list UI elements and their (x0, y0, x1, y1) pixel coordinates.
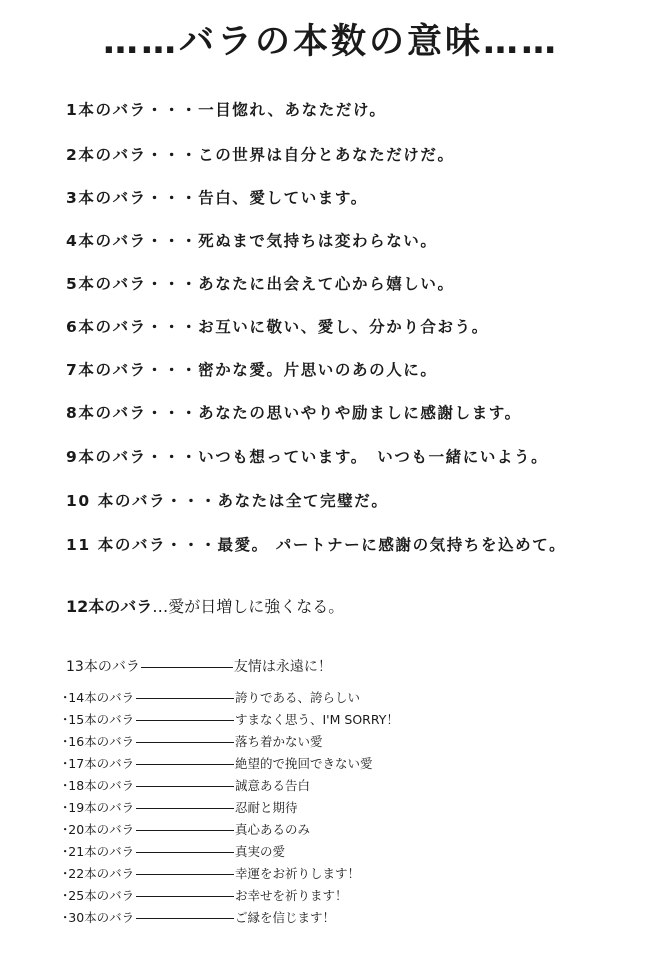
item-meaning: お幸せを祈ります！ (235, 888, 348, 903)
item-separator: ・・・ (146, 101, 199, 119)
item-meaning: 幸運をお祈りします！ (235, 866, 361, 881)
list-item (62, 798, 298, 816)
item-meaning: ご縁を信じます！ (235, 910, 336, 925)
list-item (66, 401, 522, 423)
list-item (62, 864, 360, 882)
list-item (62, 754, 373, 772)
item-label: ･21本のバラ (62, 844, 135, 859)
item-meaning: すまなく思う、I'M SORRY！ (235, 712, 399, 727)
item-separator: ・・・ (146, 404, 199, 422)
item-meaning: 誇りである、誇らしい (235, 690, 361, 705)
item-label: 4本のバラ (66, 232, 147, 250)
item-meaning: 忍耐と期待 (235, 800, 298, 815)
list-item (62, 710, 399, 728)
item-meaning: 死ぬまで気持ちは変わらない。 (198, 232, 438, 250)
list-item (62, 908, 335, 926)
list-item (66, 229, 438, 251)
item-label: 7本のバラ (66, 361, 147, 379)
list-item (66, 358, 438, 380)
item-meaning: あなたに出会えて心から嬉しい。 (198, 275, 455, 293)
item-separator: ・・・ (146, 146, 199, 164)
item-label: ･30本のバラ (62, 910, 135, 925)
dash-divider (136, 720, 234, 721)
dash-divider (136, 874, 234, 875)
list-item (66, 533, 566, 555)
item-meaning: いつも想っています。 いつも一緒にいよう。 (198, 448, 549, 466)
item-label: 6本のバラ (66, 318, 147, 336)
list-item (62, 820, 310, 838)
list-item (66, 445, 548, 467)
list-item (62, 776, 310, 794)
item-label: 9本のバラ (66, 448, 147, 466)
list-item (66, 186, 368, 208)
list-item (66, 98, 387, 120)
dash-divider (136, 698, 234, 699)
list-item (62, 732, 323, 750)
page-title: ……バラの本数の意味…… (102, 22, 559, 62)
item-label: 13本のバラ (66, 659, 140, 675)
list-item (66, 489, 389, 511)
item-separator: … (152, 597, 169, 616)
list-item (66, 315, 489, 337)
list-item (62, 688, 360, 706)
item-meaning: 告白、愛しています。 (198, 189, 368, 207)
item-meaning: この世界は自分とあなただけだ。 (198, 146, 455, 164)
dash-divider (136, 830, 234, 831)
dash-divider (141, 667, 233, 668)
dash-divider (136, 764, 234, 765)
dash-divider (136, 918, 234, 919)
item-label: ･25本のバラ (62, 888, 135, 903)
item-meaning: 絶望的で挽回できない愛 (235, 756, 373, 771)
list-item-13 (66, 656, 332, 676)
item-meaning: お互いに敬い、愛し、分かり合おう。 (198, 318, 489, 336)
item-label: ･22本のバラ (62, 866, 135, 881)
item-label: 2本のバラ (66, 146, 147, 164)
item-separator: ・・・ (146, 448, 199, 466)
item-label: 5本のバラ (66, 275, 147, 293)
dash-divider (136, 786, 234, 787)
item-label: 1本のバラ (66, 101, 147, 119)
item-separator: ・・・ (146, 275, 199, 293)
item-label: 10 本のバラ (66, 492, 167, 510)
dash-divider (136, 808, 234, 809)
dash-divider (136, 896, 234, 897)
item-label: ･15本のバラ (62, 712, 135, 727)
item-separator: ・・・ (146, 361, 199, 379)
list-item (66, 272, 455, 294)
item-meaning: 密かな愛。片思いのあの人に。 (198, 361, 438, 379)
list-item-12 (66, 594, 344, 617)
item-meaning: あなたの思いやりや励ましに感謝します。 (198, 404, 522, 422)
item-label: 12本のバラ (66, 597, 153, 616)
item-meaning: 友情は永遠に！ (233, 659, 332, 675)
item-meaning: あなたは全て完璧だ。 (217, 492, 389, 510)
item-separator: ・・・ (166, 536, 218, 554)
item-label: 8本のバラ (66, 404, 147, 422)
item-meaning: 最愛。 パートナーに感謝の気持ちを込めて。 (217, 536, 567, 554)
item-meaning: 一目惚れ、あなただけ。 (198, 101, 387, 119)
list-item (66, 143, 455, 165)
item-label: ･16本のバラ (62, 734, 135, 749)
item-meaning: 愛が日増しに強くなる。 (168, 597, 345, 616)
item-label: 3本のバラ (66, 189, 147, 207)
item-meaning: 真実の愛 (235, 844, 286, 859)
item-separator: ・・・ (146, 232, 199, 250)
item-label: ･19本のバラ (62, 800, 135, 815)
item-meaning: 落ち着かない愛 (235, 734, 323, 749)
item-label: 11 本のバラ (66, 536, 167, 554)
item-label: ･14本のバラ (62, 690, 135, 705)
list-item (62, 886, 348, 904)
dash-divider (136, 742, 234, 743)
item-label: ･17本のバラ (62, 756, 135, 771)
item-separator: ・・・ (146, 189, 199, 207)
item-separator: ・・・ (146, 318, 199, 336)
item-label: ･18本のバラ (62, 778, 135, 793)
item-label: ･20本のバラ (62, 822, 135, 837)
item-meaning: 真心あるのみ (235, 822, 311, 837)
item-meaning: 誠意ある告白 (235, 778, 311, 793)
item-separator: ・・・ (166, 492, 218, 510)
dash-divider (136, 852, 234, 853)
list-item (62, 842, 285, 860)
